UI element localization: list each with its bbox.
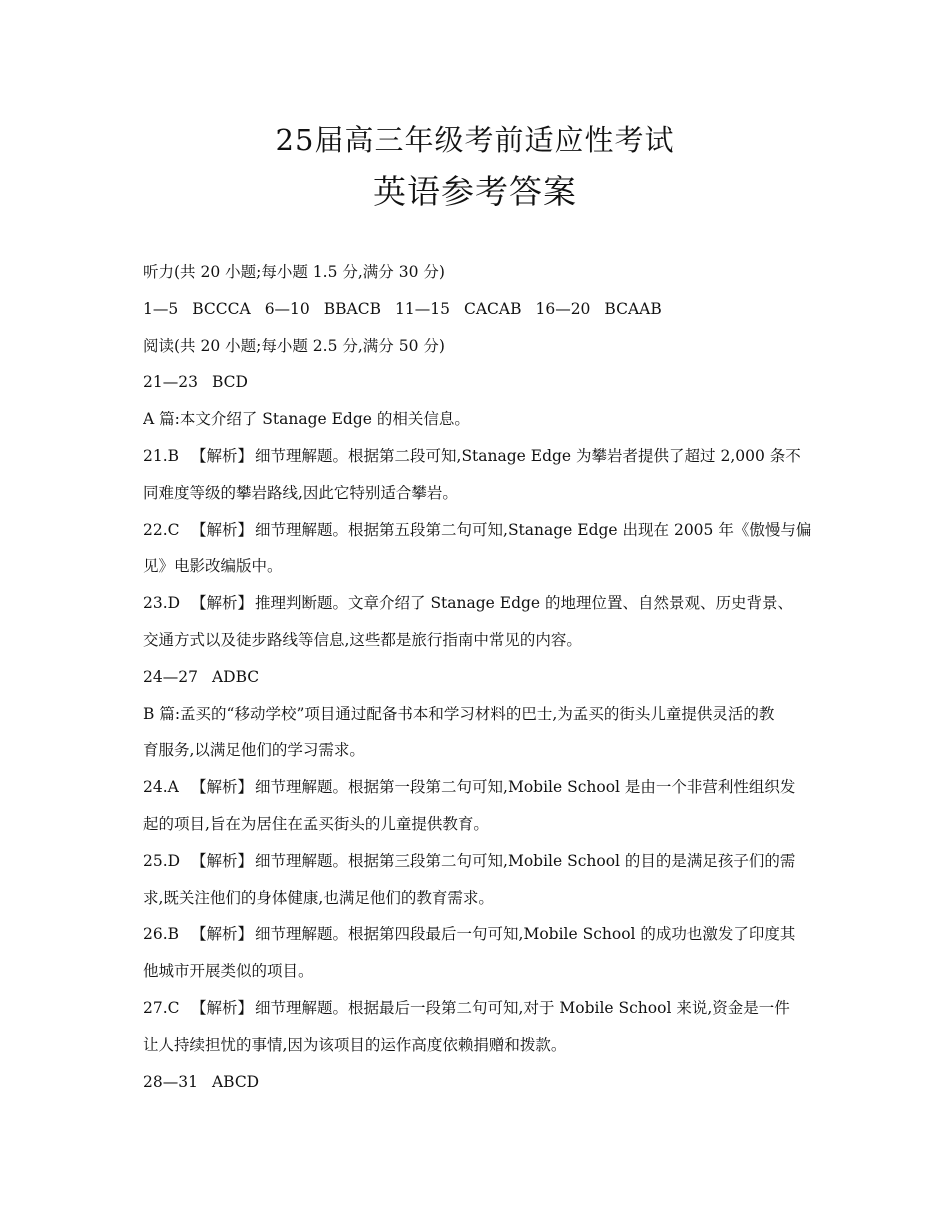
- analysis-tag: 【解析】: [191, 925, 254, 944]
- answer-keys: ADBC: [211, 667, 260, 686]
- answer-range: 24—27: [143, 667, 198, 686]
- analysis-tag: 【解析】: [191, 594, 254, 613]
- answer-keys: BBACB: [323, 299, 382, 318]
- answer-range: 1—5: [143, 299, 179, 318]
- answer-keys: BCD: [211, 373, 248, 392]
- question-explanation: [143, 769, 823, 806]
- analysis-tag: 【解析】: [191, 851, 254, 870]
- answer-keys: BCCCA: [192, 299, 251, 318]
- answer-keys: ABCD: [211, 1072, 260, 1091]
- group-b-intro-continuation: 育服务,以满足他们的学习需求。: [143, 741, 365, 760]
- explanation-continuation: 起的项目,旨在为居住在孟买街头的儿童提供教育。: [143, 814, 489, 833]
- question-number: 24.A: [143, 778, 179, 797]
- question-explanation: [143, 585, 823, 622]
- answer-range: 28—31: [143, 1072, 198, 1091]
- group-b-answers: [143, 659, 823, 696]
- question-explanation: [143, 916, 823, 953]
- question-number: 23.D: [143, 594, 181, 613]
- explanation-text: 推理判断题。文章介绍了 Stanage Edge 的地理位置、自然景观、历史背景、: [255, 594, 794, 613]
- question-number: 26.B: [143, 925, 180, 944]
- explanation-text: 细节理解题。根据第三段第二句可知,Mobile School 的目的是满足孩子们的需: [255, 851, 796, 870]
- analysis-tag: 【解析】: [191, 446, 254, 465]
- explanation-text: 细节理解题。根据第五段第二句可知,Stanage Edge 出现在 2005 年《傲慢与偏: [255, 520, 812, 539]
- analysis-tag: 【解析】: [191, 778, 254, 797]
- answer-key-title: 英语参考答案: [373, 172, 577, 211]
- explanation-text: 细节理解题。根据最后一段第二句可知,对于 Mobile School 来说,资金是一件: [255, 998, 790, 1017]
- answer-content: [143, 254, 823, 1100]
- explanation-continuation: 见》电影改编版中。: [143, 557, 283, 576]
- question-explanation: [143, 843, 823, 880]
- explanation-text: 细节理解题。根据第二段可知,Stanage Edge 为攀岩者提供了超过 2,000 条不: [255, 446, 801, 465]
- question-number: 27.C: [143, 998, 180, 1017]
- question-explanation: [143, 438, 823, 475]
- explanation-continuation: 同难度等级的攀岩路线,因此它特别适合攀岩。: [143, 483, 458, 502]
- explanation-text: 细节理解题。根据第一段第二句可知,Mobile School 是由一个非营利性组织发: [255, 778, 796, 797]
- answer-keys: BCAAB: [604, 299, 662, 318]
- explanation-continuation: 交通方式以及徒步路线等信息,这些都是旅行指南中常见的内容。: [143, 630, 582, 649]
- exam-title: 25届高三年级考前适应性考试: [275, 123, 675, 157]
- answer-range: 21—23: [143, 373, 198, 392]
- question-explanation: [143, 512, 823, 549]
- explanation-continuation: 他城市开展类似的项目。: [143, 962, 314, 981]
- answer-range: 6—10: [264, 299, 310, 318]
- reading-header: 阅读(共 20 小题;每小题 2.5 分,满分 50 分): [143, 336, 445, 355]
- analysis-tag: 【解析】: [191, 520, 254, 539]
- group-c-answers: [143, 1064, 823, 1101]
- group-a-intro: A 篇:本文介绍了 Stanage Edge 的相关信息。: [143, 410, 470, 429]
- answer-range: 16—20: [535, 299, 591, 318]
- analysis-tag: 【解析】: [191, 998, 254, 1017]
- group-a-answers: [143, 364, 823, 401]
- group-b-intro: B 篇:孟买的“移动学校”项目通过配备书本和学习材料的巴士,为孟买的街头儿童提供灵活的教: [143, 704, 775, 723]
- question-number: 25.D: [143, 851, 181, 870]
- explanation-text: 细节理解题。根据第四段最后一句可知,Mobile School 的成功也激发了印度其: [255, 925, 796, 944]
- listening-header: 听力(共 20 小题;每小题 1.5 分,满分 30 分): [143, 263, 445, 281]
- answer-keys: CACAB: [463, 299, 522, 318]
- question-number: 21.B: [143, 446, 180, 465]
- question-explanation: [143, 990, 823, 1027]
- question-number: 22.C: [143, 520, 180, 539]
- listening-answers: [143, 291, 823, 328]
- explanation-continuation: 求,既关注他们的身体健康,也满足他们的教育需求。: [143, 888, 494, 907]
- explanation-continuation: 让人持续担忧的事情,因为该项目的运作高度依赖捐赠和拨款。: [143, 1035, 567, 1054]
- answer-range: 11—15: [395, 299, 450, 318]
